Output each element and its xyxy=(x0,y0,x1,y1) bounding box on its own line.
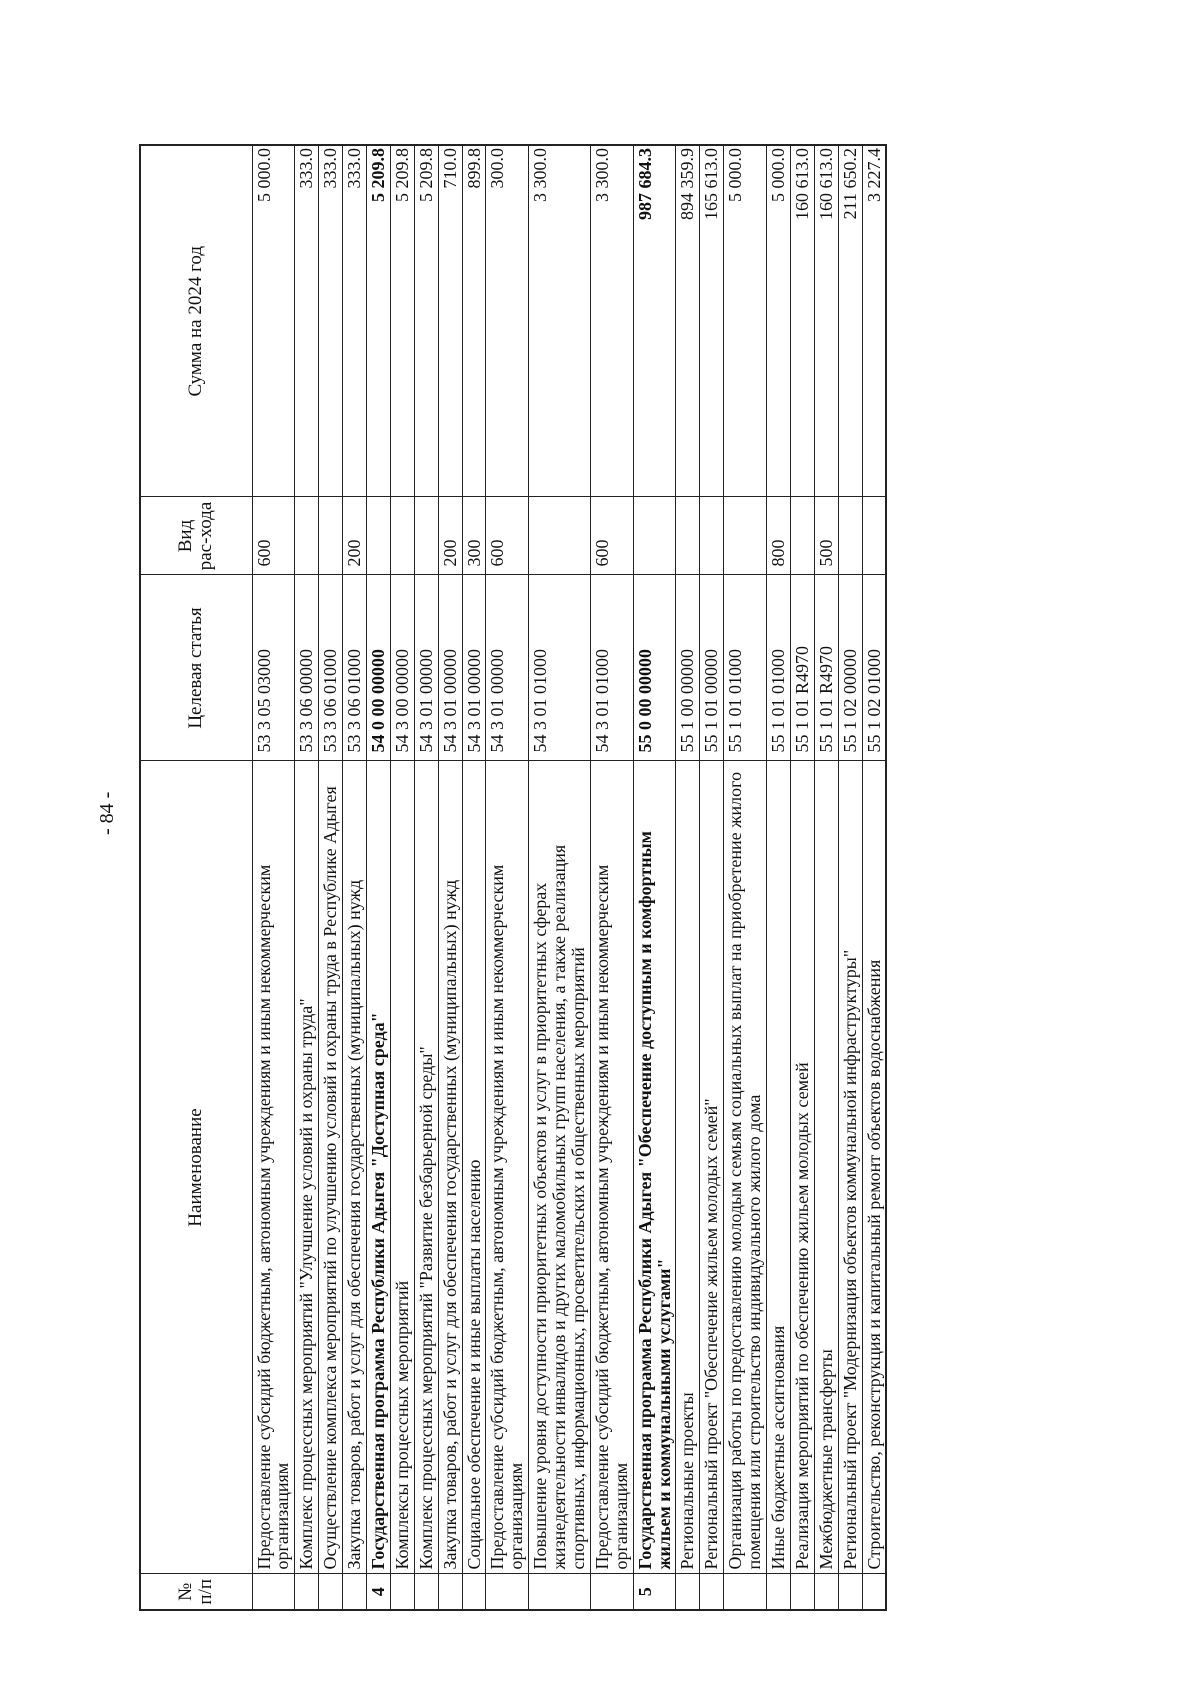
row-expense-type xyxy=(529,497,591,575)
table-row xyxy=(343,145,367,1610)
row-name: Государственная программа Республики Адыгея "Доступная среда" xyxy=(366,761,390,1574)
row-number xyxy=(462,1574,486,1610)
row-expense-type xyxy=(633,497,676,575)
row-expense-type xyxy=(390,497,414,575)
row-name: Закупка товаров, работ и услуг для обеспечения государственных (муниципальных) нужд xyxy=(343,761,367,1574)
row-number xyxy=(790,1574,814,1610)
row-number: 5 xyxy=(633,1574,676,1610)
row-name: Предоставление субсидий бюджетным, автономным учреждениям и иным некоммерческим организациям xyxy=(590,761,633,1574)
row-name: Региональный проект "Обеспечение жильем молодых семей" xyxy=(700,761,724,1574)
row-expense-type xyxy=(319,497,343,575)
row-name: Предоставление субсидий бюджетным, автономным учреждениям и иным некоммерческим организациям xyxy=(252,761,295,1574)
row-number xyxy=(438,1574,462,1610)
row-amount: 160 613.0 xyxy=(790,145,814,497)
row-amount: 899.8 xyxy=(462,145,486,497)
row-name: Комплекс процессных мероприятий "Развитие безбарьерной среды" xyxy=(414,761,438,1574)
row-target-article: 54 3 01 00000 xyxy=(438,575,462,761)
row-number xyxy=(766,1574,790,1610)
row-number xyxy=(590,1574,633,1610)
row-name: Комплексы процессных мероприятий xyxy=(390,761,414,1574)
row-amount: 5 209.8 xyxy=(414,145,438,497)
row-number xyxy=(390,1574,414,1610)
row-expense-type: 500 xyxy=(814,497,838,575)
row-expense-type xyxy=(700,497,724,575)
table-row xyxy=(790,145,814,1610)
header-code: Целевая статья xyxy=(140,575,252,761)
row-amount: 5 209.8 xyxy=(366,145,390,497)
row-amount: 211 650.2 xyxy=(838,145,862,497)
row-amount: 3 300.0 xyxy=(529,145,591,497)
table-row xyxy=(724,145,767,1610)
row-name: Комплекс процессных мероприятий "Улучшение условий и охраны труда" xyxy=(295,761,319,1574)
row-expense-type xyxy=(724,497,767,575)
row-number: 4 xyxy=(366,1574,390,1610)
table-row xyxy=(438,145,462,1610)
header-num: № п/п xyxy=(140,1574,252,1610)
row-target-article: 55 1 01 01000 xyxy=(724,575,767,761)
row-target-article: 55 1 00 00000 xyxy=(676,575,700,761)
table-row xyxy=(319,145,343,1610)
row-expense-type xyxy=(862,497,886,575)
row-target-article: 53 3 06 01000 xyxy=(343,575,367,761)
row-expense-type: 600 xyxy=(590,497,633,575)
row-target-article: 53 3 05 03000 xyxy=(252,575,295,761)
row-target-article: 54 0 00 00000 xyxy=(366,575,390,761)
row-expense-type: 600 xyxy=(252,497,295,575)
row-amount: 987 684.3 xyxy=(633,145,676,497)
table-row xyxy=(862,145,886,1610)
table-row xyxy=(390,145,414,1610)
header-kind: Вид рас-хода xyxy=(140,497,252,575)
row-target-article: 55 1 01 R4970 xyxy=(814,575,838,761)
row-amount: 3 300.0 xyxy=(590,145,633,497)
row-name: Региональные проекты xyxy=(676,761,700,1574)
table-header-row xyxy=(140,145,252,1610)
row-expense-type xyxy=(676,497,700,575)
row-name: Повышение уровня доступности приоритетных объектов и услуг в приоритетных сферах жизнедеятельности инвалидов и других маломобильных групп населения, а также реализация спортивных, информационных, просветительских и общественных мероприятий xyxy=(529,761,591,1574)
row-amount: 894 359.9 xyxy=(676,145,700,497)
row-number xyxy=(838,1574,862,1610)
row-target-article: 55 1 01 01000 xyxy=(766,575,790,761)
table-row xyxy=(252,145,295,1610)
row-number xyxy=(724,1574,767,1610)
table-row xyxy=(700,145,724,1610)
row-number xyxy=(814,1574,838,1610)
row-expense-type xyxy=(790,497,814,575)
row-target-article: 54 3 01 00000 xyxy=(414,575,438,761)
row-name: Региональный проект "Модернизация объектов коммунальной инфраструктуры" xyxy=(838,761,862,1574)
row-number xyxy=(319,1574,343,1610)
row-amount: 333.0 xyxy=(319,145,343,497)
row-number xyxy=(295,1574,319,1610)
row-name: Закупка товаров, работ и услуг для обеспечения государственных (муниципальных) нужд xyxy=(438,761,462,1574)
row-expense-type: 200 xyxy=(438,497,462,575)
row-number xyxy=(486,1574,529,1610)
row-name: Предоставление субсидий бюджетным, автономным учреждениям и иным некоммерческим организациям xyxy=(486,761,529,1574)
header-sum: Сумма на 2024 год xyxy=(140,145,252,497)
row-amount: 333.0 xyxy=(343,145,367,497)
table-row xyxy=(414,145,438,1610)
row-target-article: 54 3 00 00000 xyxy=(390,575,414,761)
row-amount: 160 613.0 xyxy=(814,145,838,497)
row-number xyxy=(700,1574,724,1610)
table-row xyxy=(676,145,700,1610)
row-number xyxy=(414,1574,438,1610)
table-body xyxy=(252,145,886,1610)
row-target-article: 53 3 06 01000 xyxy=(319,575,343,761)
budget-table xyxy=(139,144,887,1611)
table-row xyxy=(814,145,838,1610)
table-row xyxy=(838,145,862,1610)
page-number: - 84 - xyxy=(96,791,118,835)
row-expense-type: 300 xyxy=(462,497,486,575)
row-amount: 3 227.4 xyxy=(862,145,886,497)
row-name: Организация работы по предоставлению молодым семьям социальных выплат на приобретение жилого помещения или строительство индивидуального жилого дома xyxy=(724,761,767,1574)
table-row xyxy=(590,145,633,1610)
row-target-article: 55 1 01 R4970 xyxy=(790,575,814,761)
table-row xyxy=(766,145,790,1610)
row-expense-type: 200 xyxy=(343,497,367,575)
row-target-article: 55 0 00 00000 xyxy=(633,575,676,761)
row-expense-type xyxy=(295,497,319,575)
row-target-article: 55 1 02 01000 xyxy=(862,575,886,761)
row-target-article: 53 3 06 00000 xyxy=(295,575,319,761)
row-number xyxy=(676,1574,700,1610)
row-amount: 5 000.0 xyxy=(252,145,295,497)
row-target-article: 54 3 01 01000 xyxy=(590,575,633,761)
row-amount: 5 209.8 xyxy=(390,145,414,497)
row-amount: 165 613.0 xyxy=(700,145,724,497)
row-amount: 710.0 xyxy=(438,145,462,497)
row-number xyxy=(529,1574,591,1610)
row-amount: 5 000.0 xyxy=(766,145,790,497)
row-name: Строительство, реконструкция и капитальный ремонт объектов водоснабжения xyxy=(862,761,886,1574)
row-amount: 300.0 xyxy=(486,145,529,497)
row-number xyxy=(343,1574,367,1610)
table-row xyxy=(295,145,319,1610)
table-row xyxy=(633,145,676,1610)
row-number xyxy=(252,1574,295,1610)
rotated-table-container xyxy=(139,146,887,1611)
row-expense-type: 600 xyxy=(486,497,529,575)
header-name: Наименование xyxy=(140,761,252,1574)
row-target-article: 54 3 01 00000 xyxy=(462,575,486,761)
row-expense-type xyxy=(414,497,438,575)
table-row xyxy=(462,145,486,1610)
row-name: Межбюджетные трансферты xyxy=(814,761,838,1574)
row-name: Осуществление комплекса мероприятий по улучшению условий и охраны труда в Республике Адыгея xyxy=(319,761,343,1574)
table-row xyxy=(486,145,529,1610)
row-amount: 5 000.0 xyxy=(724,145,767,497)
row-target-article: 55 1 01 00000 xyxy=(700,575,724,761)
row-name: Государственная программа Республики Адыгея "Обеспечение доступным и комфортным жильем и коммунальными услугами" xyxy=(633,761,676,1574)
row-target-article: 55 1 02 00000 xyxy=(838,575,862,761)
row-target-article: 54 3 01 01000 xyxy=(529,575,591,761)
row-amount: 333.0 xyxy=(295,145,319,497)
row-name: Социальное обеспечение и иные выплаты населению xyxy=(462,761,486,1574)
table-row xyxy=(529,145,591,1610)
row-number xyxy=(862,1574,886,1610)
row-target-article: 54 3 01 00000 xyxy=(486,575,529,761)
row-name: Реализация мероприятий по обеспечению жильем молодых семей xyxy=(790,761,814,1574)
row-expense-type: 800 xyxy=(766,497,790,575)
row-expense-type xyxy=(838,497,862,575)
row-name: Иные бюджетные ассигнования xyxy=(766,761,790,1574)
table-row xyxy=(366,145,390,1610)
row-expense-type xyxy=(366,497,390,575)
